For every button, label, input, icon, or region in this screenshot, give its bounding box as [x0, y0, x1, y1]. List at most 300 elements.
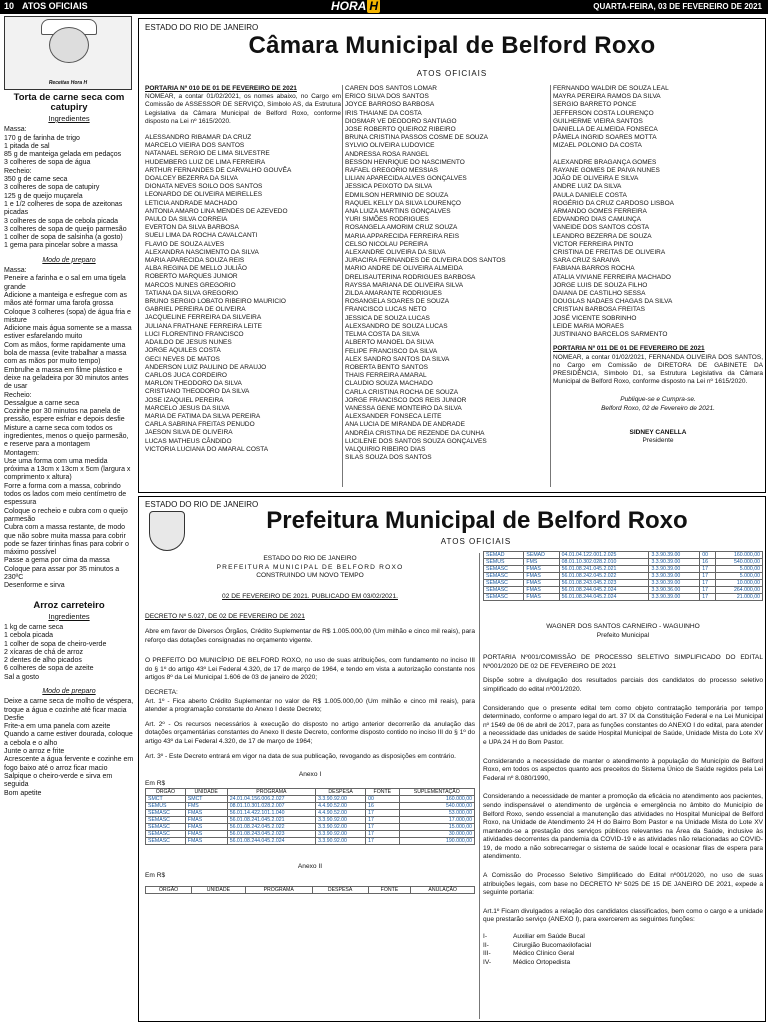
- table-header-cell: FONTE: [366, 789, 399, 796]
- table-cell: 56.01.08.243.045.2.023: [227, 831, 315, 838]
- table-cell: SEMUS: [484, 559, 524, 566]
- table-cell: FMAS: [185, 817, 227, 824]
- list-item: VICTORIA LUCIANA DO AMARAL COSTA: [145, 445, 269, 453]
- table-cell: 3.3.90.39.00: [649, 566, 700, 573]
- list-item: JULIANA FRATHANE FERREIRA LEITE: [145, 322, 262, 330]
- table-cell: 08.01.10.301.028.2.007: [227, 803, 315, 810]
- column-divider: [550, 85, 551, 487]
- list-item: JOÃO DE OLIVEIRA E SILVA: [553, 175, 639, 183]
- table-cell: 5.000,00: [716, 566, 763, 573]
- currency-label: Em R$: [145, 779, 166, 787]
- issue-date: QUARTA-FEIRA, 03 DE FEVEREIRO DE 2021: [593, 2, 762, 11]
- list-item: GECI NEVES DE MATOS: [145, 355, 220, 363]
- chef-face-icon: [49, 27, 89, 63]
- table-cell: 56.01.08.243.045.2.023: [559, 580, 649, 587]
- list-item: RAQUEL KELLY DA SILVA LOURENÇO: [345, 199, 461, 207]
- decree-summary: Abre em favor de Diversos Órgãos, Crédito Suplementar de R$ 1.005.000,00 (Um milhão e cinco mil reais), para reforço das dotações consignadas no orçamento vigente.: [145, 627, 475, 644]
- recipe1-ingredients: Massa: 170 g de farinha de trigo 1 pitada de sal 85 g de manteiga gelada em pedaços 3 colheres de sopa de água Recheio: 350 g de carne seca 3 colheres de sopa de catupiry 125 g de queijo muçarela 1 e 1/2 colheres de sopa de azeitonas picadas 3 colheres de sopa de cebola picada 3 colheres de sopa de queijo parmesão 1 colher de sopa de salsinha (a gosto) 1 gema para pincelar sobre a massa: [4, 126, 127, 250]
- list-item: ADAILDO DE JESUS NUNES: [145, 339, 232, 347]
- list-item: DOALCEY BEZERRA DA SILVA: [145, 175, 238, 183]
- list-item: JESSICA DE SOUZA LUCAS: [345, 314, 430, 322]
- anexo-1-table: [145, 788, 475, 845]
- list-item: LUCAS MATHEUS CÂNDIDO: [145, 437, 232, 445]
- edital-paragraph-4: Considerando a necessidade de manter a promoção da eficácia no atendimento aos pacientes, sendo indispensável o atendimento de urgência e emergência no âmbito do Município de Belford Roxo, sendo essencial a manutenção das atividades no Hospital Municipal de Belford Roxo, na Unidade de Atendimento 24 H do Bairro Bom Pastor e na Unidade Mista do Lote XV mantendo-se a prestação dos serviços públicos relevantes na Área da Saúde, inclusive às atividades decorrentes da pandemia da COVID-19 e as atividades não relacionadas ao COVID-19, de modo a não sobrecarregar o sistema de saúde local e ocasionar filas de espera para atendimento.: [483, 793, 763, 861]
- table-cell: 3.3.90.92.00: [316, 824, 366, 831]
- table-cell: 3.3.90.36.00: [649, 587, 700, 594]
- prefeitura-state: ESTADO DO RIO DE JANEIRO: [145, 500, 259, 509]
- recipe1-title: Torta de carne seca com catupiry: [13, 92, 125, 113]
- table-cell: 3.3.90.92.00: [316, 817, 366, 824]
- logo-text: HORA: [331, 0, 367, 13]
- recipe1-method-heading: Modo de preparo: [42, 256, 96, 264]
- list-item: DOUGLAS NADAES CHAGAS DA SILVA: [553, 298, 673, 306]
- anexo-2-table: [145, 886, 475, 894]
- list-item: DRELISAUTERINA RODRIGUES BARBOSA: [345, 273, 476, 281]
- list-item: SYLVIO OLIVEIRA LUDOVICE: [345, 142, 435, 150]
- function-number: IV-: [483, 958, 492, 966]
- table-cell: 3.3.90.39.00: [649, 573, 700, 580]
- table-cell: 10.000,00: [716, 580, 763, 587]
- list-item: MARIA DE FATIMA DA SILVA PEREIRA: [145, 412, 261, 420]
- list-item: CAREN DOS SANTOS LOMAR: [345, 85, 437, 92]
- table-cell: 160.000,00: [399, 796, 474, 803]
- place-date: Belford Roxo, 02 de Fevereiro de 2021.: [601, 404, 715, 412]
- list-item: EDVANDRO DIAS CAMUNÇA: [553, 216, 642, 224]
- list-item: CARLOS JUCA CORDEIRO: [145, 371, 227, 379]
- table-header-cell: UNIDADE: [192, 887, 246, 894]
- table-cell: 17: [700, 573, 716, 580]
- table-cell: 3.3.90.92.00: [316, 796, 366, 803]
- decreta-heading: DECRETA:: [145, 688, 178, 696]
- list-item: FRANCISCO LUCAS NETO: [345, 306, 427, 314]
- recipe1-method: Massa: Peneire a farinha e o sal em uma tigela grande Adicione a manteiga e esfregue com as mãos até formar uma farofa grossa Coloque 3 colheres (sopa) de água fria e misture Adicione mais água somente se a massa estiver esfarelando muito Com as mãos, forme rapidamente uma bola de massa (evite trabalhar a massa com as mãos por muito tempo) Embrulhe a massa em filme plástico e deixe na geladeira por 30 minutos antes de usar Recheio: Dessalgue a carne seca Cozinhe por 30 minutos na panela de pressão, espere esfriar e depois desfie Misture a carne seca com todos os ingredientes, menos o queijo parmesão, e reserve para a montagem Montagem: Use uma forma com uma medida próxima a 13cm x 13cm x 5cm (largura x comprimento x altura) Forre a forma com a massa, cobrindo todos os lados com meio centímetro de espessura Coloque o recheio e cubra com o queijo parmesão Cubra com a massa restante, de modo que não sobre muita massa para cobrir pode se fazer tirinhas finas para cobrir o máximo possível Passe a gema por cima da massa Coloque para assar por 35 minutos a 230ºC Desenforme e sirva: [4, 267, 132, 590]
- logo-badge: H: [369, 0, 379, 13]
- list-item: ZILDA AMARANTE RODRIGUES: [345, 290, 442, 298]
- list-item: LEANDRO BEZERRA DE SOUZA: [553, 232, 652, 240]
- list-item: ROSANGELA AMORIM CRUZ SOUZA: [345, 224, 458, 232]
- table-cell: 53.000,00: [399, 810, 474, 817]
- list-item: ATALIA VIVIANE FERREIRA MACHADO: [553, 273, 671, 281]
- table-cell: 3.3.90.39.00: [649, 594, 700, 601]
- recipe2-method: Deixe a carne seca de molho de véspera, troque a água e cozinhe até ficar macia Desfie Frite-a em uma panela com azeite Quando a carne estiver dourada, coloque a cebola e o alho Junte o arroz e frite Acrescente a água fervente e cozinhe em fogo baixo até o arroz ficar macio Salpique o cheiro-verde e sirva em seguida Bom apetite: [4, 698, 134, 797]
- recipe2-ingredients: 1 kg de carne seca 1 cebola picada 1 colher de sopa de cheiro-verde 2 xícaras de chá de arroz 2 dentes de alho picados 6 colheres de sopa de azeite Sal a gosto: [4, 623, 107, 681]
- table-cell: SEMASC: [146, 831, 186, 838]
- list-item: RAYSSA MARIANA DE OLIVEIRA SILVA: [345, 281, 464, 289]
- list-item: RAFAEL GREGORIO MESSIAS: [345, 167, 438, 175]
- list-item: ARMANDO GOMES FERREIRA: [553, 208, 647, 216]
- list-item: BRUNA CRISTINA PASSOS COSME DE SOUZA: [345, 134, 488, 142]
- newspaper-logo: [330, 0, 380, 13]
- table-cell: 08.01.10.302.028.2.010: [559, 559, 649, 566]
- table-cell: FMAS: [524, 566, 559, 573]
- article-1: Art. 1º - Fica aberto Crédito Suplementar no valor de R$ 1.005.000,00 (Um milhão e cinco mil reais), para atender a programação constante do Anexo I deste Decreto;: [145, 697, 475, 714]
- edital-paragraph-6: Art.1º Ficam divulgados a relação dos candidatos classificados, bem como o cargo e a unidade que prestarão serviço (ANEXO I), para exercerem as seguintes funções:: [483, 907, 763, 924]
- anexo-2-title: Anexo II: [297, 863, 323, 871]
- table-cell: 17: [700, 587, 716, 594]
- table-cell: 00: [700, 552, 716, 559]
- table-row: [146, 838, 475, 845]
- list-item: VICTOR FERREIRA PINTO: [553, 240, 634, 248]
- list-item: HUDEMBERG LUIZ DE LIMA FERREIRA: [145, 158, 266, 166]
- table-header-cell: ANULAÇÃO: [411, 887, 475, 894]
- table-row: [146, 831, 475, 838]
- list-item: PÂMELA INGRID SOARES MOTTA: [553, 134, 657, 142]
- list-item: JURACIRA FERNANDES DE OLIVEIRA DOS SANTOS: [345, 257, 506, 265]
- table-cell: FMAS: [524, 580, 559, 587]
- table-row: [484, 594, 763, 601]
- table-cell: FMAS: [185, 838, 227, 845]
- table-cell: 56.01.08.244.045.2.024: [559, 594, 649, 601]
- table-row: [484, 559, 763, 566]
- chef-illustration: [4, 16, 132, 90]
- doc-head-1: ESTADO DO RIO DE JANEIRO: [263, 555, 357, 562]
- table-cell: 4.4.90.52.00: [316, 810, 366, 817]
- table-cell: SEMAD: [524, 552, 559, 559]
- table-row: [146, 817, 475, 824]
- table-cell: SEMASC: [146, 824, 186, 831]
- list-item: JESSICA PEIXOTO DA SILVA: [345, 183, 433, 191]
- edital-paragraph-5: A Comissão do Processo Seletivo Simplificado do Edital nº001/2020, no uso de suas atribuições legais, com base no DECRETO Nº 5025 DE 15 DE JANEIRO DE 2021, expede a seguinte portaria:: [483, 872, 763, 897]
- table-row: [146, 803, 475, 810]
- article-2: Art. 2º - Os recursos necessários à execução do disposto no artigo anterior decorrerão da anulação das dotações orçamentárias constantes do Anexo II deste Decreto, conforme disposto contido no inciso III do § 1º do artigo 43º da Lei Federal 4.320, de 17 de março de 1964;: [145, 720, 475, 745]
- function-name: Médico Clínico Geral: [513, 950, 575, 958]
- list-item: LILIAN APARECIDA ALVES GONÇALVES: [345, 175, 467, 183]
- table-row: [484, 580, 763, 587]
- table-cell: 17: [700, 580, 716, 587]
- function-name: Cirurgião Bucomaxilofacial: [513, 941, 592, 949]
- list-item: CARLA CRISTINA ROCHA DE SOUZA: [345, 388, 459, 396]
- list-item: BESSON HENRIQUE DO NASCIMENTO: [345, 158, 465, 166]
- table-cell: SEMASC: [146, 838, 186, 845]
- table-cell: 264.000,00: [716, 587, 763, 594]
- table-row: [484, 587, 763, 594]
- page-header: [0, 0, 768, 14]
- table-cell: 5.000,00: [716, 573, 763, 580]
- list-item: JORGE FRANCISCO DOS REIS JUNIOR: [345, 396, 467, 404]
- list-item: RAYANE GOMES DE PAIVA NUNES: [553, 167, 660, 175]
- prefeitura-left-column: [145, 551, 475, 1019]
- table-header-cell: UNIDADE: [185, 789, 227, 796]
- list-item: ROSANGELA SOARES DE SOUZA: [345, 298, 450, 306]
- edital-paragraph-1: Dispõe sobre a divulgação dos resultados parciais dos candidatos do processo seletivo simplificado do edital nº001/2020.: [483, 677, 763, 693]
- list-item: BRUNO SERGIO LOBATO RIBEIRO MAURICIO: [145, 298, 286, 306]
- function-number: II-: [483, 941, 489, 949]
- list-item: FERNANDO WALDIR DE SOUZA LEAL: [553, 85, 669, 92]
- table-cell: 4.4.90.52.00: [316, 803, 366, 810]
- recipe1-ingredients-heading: Ingredientes: [48, 114, 90, 123]
- table-cell: 24.01.04.156.006.2.027: [227, 796, 315, 803]
- list-item: YURI SIMÕES RODRIGUES: [345, 216, 429, 224]
- section-title: ATOS OFICIAIS: [22, 1, 88, 11]
- function-item: [483, 933, 763, 942]
- list-item: FLAVIO DE SOUZA ALVES: [145, 240, 225, 248]
- publication-line: 02 DE FEVEREIRO DE 2021. PUBLICADO EM 03/02/2021.: [222, 592, 398, 600]
- table-cell: 17: [366, 838, 399, 845]
- list-item: MIZAEL POLONIO DA COSTA: [553, 142, 642, 150]
- table-cell: FMAS: [524, 587, 559, 594]
- signer-name: SIDNEY CANELLA: [629, 428, 687, 436]
- table-cell: SEMASC: [484, 573, 524, 580]
- table-cell: 17: [700, 594, 716, 601]
- list-item: MARCELO JESUS DA SILVA: [145, 404, 230, 412]
- list-item: SUELI LIMA DA ROCHA CAVALCANTI: [145, 232, 258, 240]
- list-item: THAIS FERREIRA AMARAL: [345, 372, 427, 380]
- camara-column-3: [553, 85, 763, 485]
- list-item: LEONARDO DE OLIVEIRA MEIRELLES: [145, 191, 263, 199]
- list-item: JOSÉ VICENTE SOBRINHO: [553, 314, 637, 322]
- functions-list: [483, 933, 763, 967]
- list-item: DAIANA DE CASTILHO SESSA: [553, 290, 646, 298]
- table-cell: 00: [366, 796, 399, 803]
- table-cell: 16: [700, 559, 716, 566]
- camara-title: Câmara Municipal de Belford Roxo: [248, 32, 656, 59]
- list-item: ALEXANDRE OLIVEIRA DA SILVA: [345, 249, 446, 257]
- list-item: PAULA DANIELE COSTA: [553, 191, 627, 199]
- decree-preamble: O PREFEITO DO MUNICÍPIO DE BELFORD ROXO, no uso de suas atribuições, com fundamento no inciso III do § 1º do artigo 43º Lei Federal 4.320, de 17 de março de 1964, e tendo em vista a autorização constante nos artigos 8º da Lei Municipal 1.606 de 03 de janeiro de 2020;: [145, 657, 475, 682]
- table-cell: 3.3.90.39.00: [649, 552, 700, 559]
- list-item: EDMILSON HERMINIO DE SOUZA: [345, 191, 449, 199]
- table-row: [484, 566, 763, 573]
- list-item: ALBERTO MANOEL DA SILVA: [345, 339, 434, 347]
- list-item: ALEXANDRA NASCIMENTO DA SILVA: [145, 248, 259, 256]
- list-item: VANEIDE DOS SANTOS COSTA: [553, 224, 650, 232]
- table-row: [146, 796, 475, 803]
- camara-column-2: [345, 85, 549, 485]
- list-item: ANDRESSA ROSA RANGEL: [345, 150, 429, 158]
- decree-title: DECRETO Nº 5.027, DE 02 DE FEVEREIRO DE 2021: [145, 613, 305, 621]
- list-item: JAESON SILVA DE OLIVEIRA: [145, 429, 233, 437]
- table-cell: FMAS: [524, 573, 559, 580]
- list-item: ANA LUIZA MARTINS GONÇALVES: [345, 208, 451, 216]
- list-item: IRIS THAIANE DA COSTA: [345, 109, 422, 117]
- table-row: [146, 810, 475, 817]
- table-cell: FMAS: [524, 594, 559, 601]
- list-item: TATIANA DA SILVA GREGORIO: [145, 289, 239, 297]
- list-item: JUSTINIANO BARCELOS SARMENTO: [553, 331, 668, 339]
- table-cell: SEMAD: [484, 552, 524, 559]
- list-item: ERICO SILVA DOS SANTOS: [345, 93, 429, 101]
- list-item: JORGE LUIS DE SOUZA FILHO: [553, 281, 648, 289]
- camara-state: ESTADO DO RIO DE JANEIRO: [145, 23, 259, 32]
- portaria-011-title: PORTARIA Nº 011 DE 01 DE FEVEREIRO DE 2021: [553, 345, 705, 353]
- list-item: CRISTIAN BARBOSA FREITAS: [553, 306, 645, 314]
- prefeitura-title: Prefeitura Municipal de Belford Roxo: [266, 507, 688, 534]
- list-item: ANDERSON LUIZ PAULINO DE ARAUJO: [145, 363, 267, 371]
- table-cell: 17: [366, 824, 399, 831]
- list-item: DIONATA NEVES SOILO DOS SANTOS: [145, 183, 263, 191]
- table-header-cell: ÓRGÃO: [146, 887, 192, 894]
- list-item: ANDRE LUIZ DA SILVA: [553, 183, 622, 191]
- edital-title: PORTARIA Nº001/COMISSÃO DE PROCESSO SELETIVO SIMPLIFICADO DO EDITAL Nº001/2020 DE 02 DE FEVEREIRO DE 2021: [483, 654, 763, 670]
- list-item: ROBERTA BENTO SANTOS: [345, 363, 428, 371]
- recipe2-ingredients-heading: Ingredientes: [48, 611, 90, 621]
- list-item: GABRIEL PEREIRA DE OLIVEIRA: [145, 306, 246, 314]
- recipes-sidebar: [4, 16, 134, 1022]
- list-item: JACQUELINE FERREIRA DA SILVEIRA: [145, 314, 262, 322]
- table-cell: 21.000,00: [716, 594, 763, 601]
- table-header-cell: DESPESA: [316, 789, 366, 796]
- function-item: [483, 942, 763, 951]
- column-divider: [342, 85, 343, 487]
- list-item: DANIELLA DE ALMEIDA FONSECA: [553, 126, 658, 134]
- currency-label-2: Em R$: [145, 871, 166, 879]
- table-cell: 17: [700, 566, 716, 573]
- table-header-cell: PROGRAMA: [245, 887, 312, 894]
- list-item: ALEXANDRE BRAGANÇA GOMES: [553, 158, 657, 166]
- list-item: NATANAEL SERGIO DE LIMA SILVESTRE: [145, 150, 270, 158]
- list-item: CELSO NICOLAU PEREIRA: [345, 240, 429, 248]
- table-cell: FMS: [524, 559, 559, 566]
- table-cell: 04.01.04.122.001.2.025: [559, 552, 649, 559]
- article-3: Art. 3º - Este Decreto entrará em vigor na data de sua publicação, revogando as disposições em contrário.: [145, 752, 457, 760]
- doc-head-2: PREFEITURA MUNICIPAL DE BELFORD ROXO: [216, 563, 404, 571]
- table-header-cell: FONTE: [368, 887, 411, 894]
- list-item: JORGE AQUILES COSTA: [145, 347, 221, 355]
- table-header-cell: DESPESA: [312, 887, 368, 894]
- table-cell: 17: [366, 831, 399, 838]
- list-item: ALESSANDRO RIBAMAR DA CRUZ: [145, 134, 252, 142]
- table-header-cell: PROGRAMA: [227, 789, 315, 796]
- list-item: MARCELO VIEIRA DOS SANTOS: [145, 142, 245, 150]
- table-header-cell: SUPLEMENTAÇÃO: [399, 789, 474, 796]
- list-item: LETICIA ANDRADE MACHADO: [145, 199, 238, 207]
- names-list-1: [145, 134, 341, 454]
- table-cell: 56.01.08.241.045.2.021: [227, 817, 315, 824]
- mayor-role: Prefeito Municipal: [596, 631, 650, 639]
- doc-head-3: CONSTRUINDO UM NOVO TEMPO: [256, 572, 364, 580]
- function-number: III-: [483, 950, 491, 958]
- table-cell: 3.3.90.92.00: [316, 838, 366, 845]
- list-item: CRISTIANO THEODORO DA SILVA: [145, 388, 250, 396]
- camara-section: [138, 18, 766, 493]
- list-item: MARIA APPARECIDA FERREIRA REIS: [345, 232, 460, 240]
- list-item: ROBERTO MARQUES JUNIOR: [145, 273, 238, 281]
- function-name: Médico Ortopedista: [513, 958, 571, 966]
- table-cell: 190.000,00: [399, 838, 474, 845]
- table-cell: 15.000,00: [399, 824, 474, 831]
- table-cell: SMCT: [185, 796, 227, 803]
- table-cell: 160.000,00: [716, 552, 763, 559]
- signer-role: Presidente: [642, 436, 674, 444]
- list-item: SARA CRUZ SARAIVA: [553, 257, 620, 265]
- table-cell: SEMASC: [484, 587, 524, 594]
- table-cell: 3.3.90.39.00: [649, 559, 700, 566]
- portaria-011-text: NOMEAR, a contar 01/02/2021, FERNANDA OLIVEIRA DOS SANTOS, no Cargo em Comissão de DIRETORA DE GABINETE DA PRESIDÊNCIA, Símbolo D1, sa Estrutura Legislativa da Câmara Municipal de Belford Roxo, conforme disposto na Lei nº 1615/2020.: [553, 353, 763, 386]
- camara-subtitle: ATOS OFICIAIS: [416, 69, 488, 78]
- list-item: JOSE ROBERTO QUEIROZ RIBEIRO: [345, 126, 456, 134]
- list-item: PAULO DA SILVA CORREIA: [145, 216, 228, 224]
- list-item: FELIPE FRANCISCO DA SILVA: [345, 347, 438, 355]
- table-header-cell: ÓRGÃO: [146, 789, 186, 796]
- table-cell: 17: [366, 817, 399, 824]
- list-item: ALEXSANDRO DE SOUZA LUCAS: [345, 322, 448, 330]
- portaria-010-title: PORTARIA Nº 010 DE 01 DE FEVEREIRO DE 2021: [145, 85, 297, 92]
- list-item: MARIA APARECIDA SOUZA REIS: [145, 257, 245, 265]
- list-item: EVERTON DA SILVA BARBOSA: [145, 224, 239, 232]
- list-item: ALBA REGINA DE MELLO JULIÃO: [145, 265, 247, 273]
- table-cell: SEMASC: [146, 817, 186, 824]
- list-item: DIOSMAR VE DEODORO SANTIAGO: [345, 117, 457, 125]
- names-list-2: [345, 85, 549, 462]
- list-item: SILAS SOUZA DOS SANTOS: [345, 454, 432, 462]
- table-cell: 56.01.08.241.045.2.021: [559, 566, 649, 573]
- list-item: MARLON THEODORO DA SILVA: [145, 380, 242, 388]
- list-item: TELMA COSTA DA SILVA: [345, 331, 420, 339]
- recipe2-title: Arroz carreteiro: [33, 599, 105, 611]
- edital-paragraph-2: Considerando que o presente edital tem como objeto contratação temporária por tempo determinado, conforme o amparo legal do art. 37 IX da Constituição Federal e na Lei Municipal nº 1549 de 06 de abril de 2017, para as funções constantes do ANEXO I do edital, para atender a necessidade das unidades de saúde Hospital Municipal de Saúde, Unidade Mista do Lote XV e UPA 24 H do Bom Pastor.: [483, 704, 763, 746]
- recipe2-method-heading: Modo de preparo: [42, 688, 96, 695]
- camara-column-1: [145, 85, 341, 485]
- anexo-2-values-table: [483, 551, 763, 601]
- edital-paragraph-3: Considerando a necessidade de manter o atendimento à população do Município de Belford Roxo, em todos os aspectos quanto aos preceitos do Sistema Único de Saúde regidos pela Lei Federal nº 8.080/1990,: [483, 757, 763, 782]
- image-caption: Receitas Hora H: [48, 79, 88, 86]
- table-cell: 540.000,00: [399, 803, 474, 810]
- column-divider: [479, 553, 480, 1019]
- list-item: ARTHUR FERNANDES DE CARVALHO GOUVÊA: [145, 166, 292, 174]
- table-cell: FMS: [185, 803, 227, 810]
- table-row: [484, 552, 763, 559]
- list-item: JOSE IZAQUIEL PEREIRA: [145, 396, 224, 404]
- table-cell: 56.01.08.242.045.2.022: [559, 573, 649, 580]
- page-number: 10: [4, 1, 15, 11]
- function-item: [483, 959, 763, 968]
- table-cell: 3.3.90.92.00: [316, 831, 366, 838]
- table-cell: SEMASC: [484, 580, 524, 587]
- list-item: LUCILENE DOS SANTOS SOUZA GONÇALVES: [345, 437, 487, 445]
- prefeitura-section: [138, 496, 766, 1022]
- list-item: ANA LUCIA DE MIRANDA DE ANDRADE: [345, 421, 465, 429]
- function-number: I-: [483, 933, 488, 941]
- table-cell: 17.000,00: [399, 817, 474, 824]
- anexo-1-title: Anexo I: [298, 771, 322, 779]
- list-item: ALEXSANDER FONSECA LEITE: [345, 413, 442, 421]
- portaria-010-text: NOMEAR, a contar 01/02/2021, os nomes abaixo, no Cargo em Comissão de ASSESSOR DE SERVIÇO, Símbolo AS, da Estrutura Legislativa da Câmara Municipal de Belford Roxo, conforme disposto na Lei nº 1615/2020.: [145, 93, 341, 125]
- function-name: Auxiliar em Saúde Bucal: [513, 933, 585, 941]
- list-item: MARIO ANDRE DE OLIVEIRA ALMEIDA: [345, 265, 463, 273]
- table-cell: FMAS: [185, 824, 227, 831]
- publish-note: Publique-se e Cumpra-se.: [620, 396, 696, 404]
- mayor-name: WAGNER DOS SANTOS CARNEIRO - WAGUINHO: [546, 623, 700, 630]
- table-cell: 540.000,00: [716, 559, 763, 566]
- list-item: [553, 151, 763, 159]
- table-cell: 56.01.08.244.045.2.024: [227, 838, 315, 845]
- table-cell: SEMASC: [484, 594, 524, 601]
- table-cell: 56.01.14.422.101.1.040: [227, 810, 315, 817]
- list-item: ANTONIA AMARO LINA MENDES DE AZEVEDO: [145, 207, 288, 215]
- list-item: MAYRA PEREIRA RAMOS DA SILVA: [553, 93, 661, 101]
- table-row: [484, 573, 763, 580]
- list-item: VANESSA GENE MONTEIRO DA SILVA: [345, 404, 462, 412]
- list-item: MARCOS NUNES GREGORIO: [145, 281, 236, 289]
- table-cell: 17: [366, 810, 399, 817]
- table-cell: SEMUS: [146, 803, 186, 810]
- list-item: CLAUDIO SOUZA MACHADO: [345, 380, 433, 388]
- list-item: JEFFERSON COSTA LOURENÇO: [553, 109, 654, 117]
- list-item: SERGIO BARRETO PONCE: [553, 101, 637, 109]
- table-cell: FMAS: [185, 810, 227, 817]
- prefeitura-subtitle: ATOS OFICIAIS: [440, 537, 512, 546]
- table-cell: 16: [366, 803, 399, 810]
- list-item: CARLA SABRINA FREITAS PENUDO: [145, 421, 255, 429]
- table-cell: 3.3.90.39.00: [649, 580, 700, 587]
- list-item: ROGÉRIO DA CRUZ CARDOSO LISBOA: [553, 199, 674, 207]
- list-item: ANDRÉIA CRISTINA DE REZENDE DA CUNHA: [345, 429, 485, 437]
- table-cell: 56.01.08.244.045.2.024: [559, 587, 649, 594]
- list-item: GUILHERME VIEIRA SANTOS: [553, 117, 643, 125]
- list-item: LUCI FLORENTINO FRANCISCO: [145, 330, 244, 338]
- table-cell: SEMASC: [484, 566, 524, 573]
- table-cell: SEMASC: [146, 810, 186, 817]
